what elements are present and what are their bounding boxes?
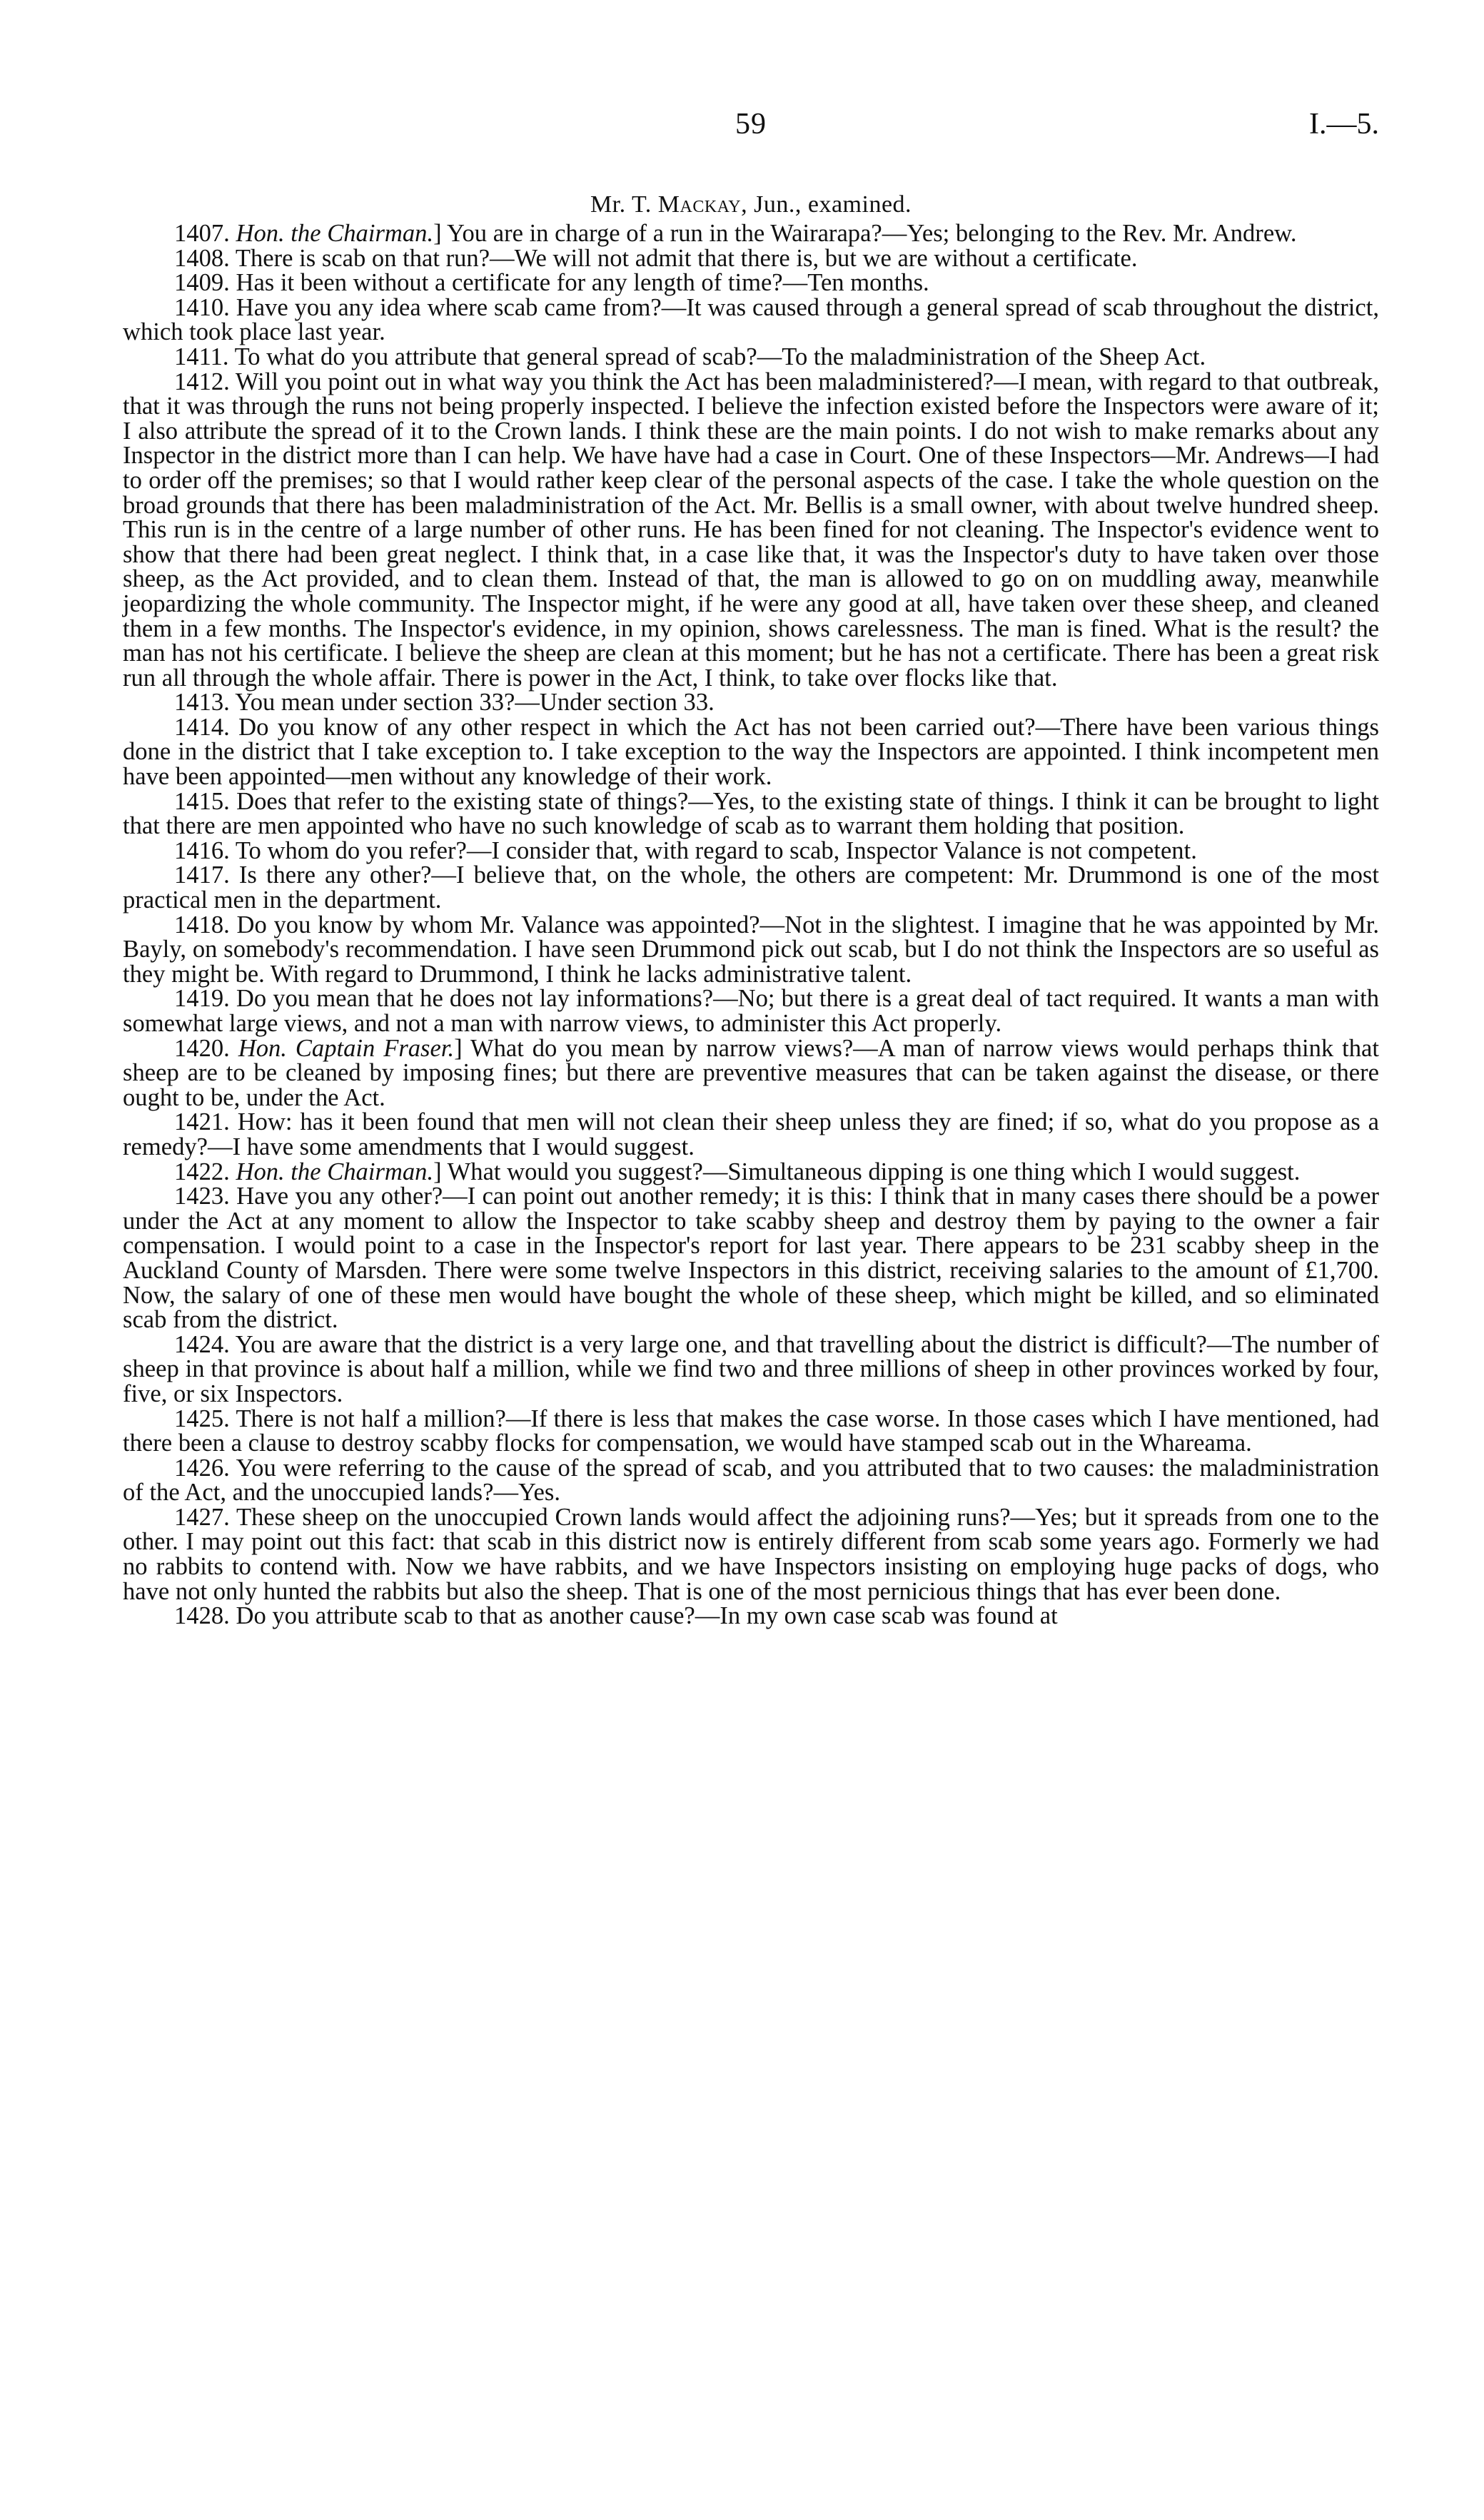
entry-speaker: Hon. Captain Fraser.	[238, 1034, 455, 1062]
entry-number: 1428.	[174, 1602, 230, 1630]
testimony-entry	[123, 1407, 1379, 1456]
testimony-entry	[123, 863, 1379, 912]
witness-surname: Mackay	[657, 191, 742, 218]
entry-number: 1419.	[174, 985, 230, 1013]
entry-text: There is not half a million?—If there is less that makes the case worse. In those cases which I have mentioned, had there been a clause to destroy scabby flocks for compensation, we would have stamped scab out in the Whareama.	[123, 1405, 1379, 1457]
testimony-entry	[123, 295, 1379, 345]
entry-text: ] What do you mean by narrow views?—A man of narrow views would perhaps think that sheep are to be cleaned by imposing fines; but there are preventive measures that can be taken against the disease, or there ought to be, under the Act.	[123, 1034, 1379, 1111]
entry-text: Do you mean that he does not lay informations?—No; but there is a great deal of tact required. It wants a man with somewhat large views, and not a man with narrow views, to administer this Act properly.	[123, 985, 1379, 1037]
entry-text: How: has it been found that men will not clean their sheep unless they are fined; if so, what do you propose as a remedy?—I have some amendments that I would suggest.	[123, 1108, 1379, 1160]
entry-text: Does that refer to the existing state of things?—Yes, to the existing state of things. I think it can be brought to light that there are men appointed who have no such knowledge of scab as to warrant them holding that position.	[123, 787, 1380, 840]
testimony-entry	[123, 1160, 1379, 1185]
entry-text: There is scab on that run?—We will not admit that there is, but we are without a certificate.	[235, 244, 1138, 272]
testimony-entry	[123, 270, 1379, 295]
entry-speaker: Hon. the Chairman.	[236, 220, 434, 247]
testimony-body	[123, 221, 1379, 1629]
witness-prefix: Mr. T.	[590, 191, 658, 218]
entry-number: 1409.	[174, 269, 230, 297]
entry-text: You were referring to the cause of the spread of scab, and you attributed that to two causes: the maladministration of the Act, and the unoccupied lands?—Yes.	[123, 1454, 1379, 1507]
entry-text: ] What would you suggest?—Simultaneous dipping is one thing which I would suggest.	[433, 1158, 1301, 1185]
entry-text: Is there any other?—I believe that, on the whole, the others are competent: Mr. Drummond is one of the most practical men in the department.	[123, 861, 1379, 914]
witness-heading	[123, 191, 1379, 218]
testimony-entry	[123, 1036, 1379, 1110]
testimony-entry	[123, 345, 1379, 370]
testimony-entry	[123, 370, 1379, 691]
page-number: 59	[735, 108, 767, 141]
entry-text: To whom do you refer?—I consider that, with regard to scab, Inspector Valance is not competent.	[235, 836, 1197, 864]
document-page	[123, 107, 1379, 1629]
page-header	[123, 107, 1379, 171]
testimony-entry	[123, 1505, 1379, 1604]
entry-text: These sheep on the unoccupied Crown lands would affect the adjoining runs?—Yes; but it spreads from one to the other. I may point out this fact: that scab in this district now is entirely different from scab some years ago. Formerly we had no rabbits to contend with. Now we have rabbits, and we have Inspectors insisting on employing huge packs of dogs, who have not only hunted the rabbits but also the sheep. That is one of the most pernicious things that has ever been done.	[123, 1503, 1379, 1605]
entry-number: 1421.	[174, 1108, 230, 1136]
entry-text: Will you point out in what way you think the Act has been maladministered?—I mean, with regard to that outbreak, that it was through the runs not being properly inspected. I believe the infection existed before the Inspectors were aware of it; I also attribute the spread of it to the Crown lands. I think these are the main points. I do not wish to make remarks about any Inspector in the district more than I can help. We have have had a case in Court. One of these Inspectors—Mr. Andrews—I had to order off the premises; so that I would rather keep clear of the personal aspects of the case. I take the whole question on the broad grounds that there has been maladministration of the Act. Mr. Bellis is a small owner, with about twelve hundred sheep. This run is in the centre of a large number of other runs. He has been fined for not cleaning. The Inspector's evidence went to show that there had been great neglect. I think that, in a case like that, it was the Inspector's duty to have taken over those sheep, as the Act provided, and to clean them. Instead of that, the man is allowed to go on on muddling away, meanwhile jeopardizing the whole community. The Inspector might, if he were any good at all, have taken over these sheep, and cleaned them in a few months. The Inspector's evidence, in my opinion, shows carelessness. The man is fined. What is the result? the man has not his certificate. I believe the sheep are clean at this moment; but he has not a certificate. There has been a great risk run all through the whole affair. There is power in the Act, I think, to take over flocks like that.	[123, 368, 1379, 692]
testimony-entry	[123, 1110, 1379, 1159]
entry-number: 1426.	[174, 1454, 230, 1482]
entry-number: 1411.	[174, 343, 229, 370]
entry-text: ] You are in charge of a run in the Wairarapa?—Yes; belonging to the Rev. Mr. Andrew.	[433, 220, 1297, 247]
testimony-entry	[123, 690, 1379, 715]
document-reference: I.—5.	[1309, 108, 1379, 141]
testimony-entry	[123, 246, 1379, 271]
testimony-entry	[123, 1604, 1379, 1629]
entry-text: Has it been without a certificate for any length of time?—Ten months.	[236, 269, 929, 297]
entry-number: 1407.	[174, 220, 230, 247]
entry-number: 1424.	[174, 1330, 230, 1358]
entry-number: 1416.	[174, 836, 230, 864]
testimony-entry	[123, 1184, 1379, 1332]
entry-number: 1427.	[174, 1503, 230, 1531]
entry-text: You mean under section 33?—Under section 33.	[235, 689, 715, 717]
entry-number: 1415.	[174, 787, 230, 815]
entry-text: Do you know by whom Mr. Valance was appointed?—Not in the slightest. I imagine that he was appointed by Mr. Bayly, on somebody's recommendation. I have seen Drummond pick out scab, but I do not think the Inspectors are so useful as they might be. With regard to Drummond, I think he lacks administrative talent.	[123, 911, 1379, 988]
testimony-entry	[123, 221, 1379, 246]
entry-text: You are aware that the district is a very large one, and that travelling about the district is difficult?—The number of sheep in that province is about half a million, while we find two and three millions of sheep in other provinces worked by four, five, or six Inspectors.	[123, 1330, 1379, 1407]
entry-number: 1410.	[174, 293, 230, 321]
entry-text: Have you any other?—I can point out another remedy; it is this: I think that in many cases there should be a power under the Act at any moment to allow the Inspector to take scabby sheep and destroy them by paying to the owner a fair compensation. I would point to a case in the Inspector's report for last year. There appears to be 231 scabby sheep in the Auckland County of Marsden. There were some twelve Inspectors in this district, receiving salaries to the amount of £1,700. Now, the salary of one of these men would have bought the whole of these sheep, which might be killed, and so eliminated scab from the district.	[123, 1183, 1379, 1334]
testimony-entry	[123, 1332, 1379, 1407]
entry-number: 1417.	[174, 861, 230, 889]
entry-number: 1420.	[174, 1034, 230, 1062]
testimony-entry	[123, 986, 1379, 1036]
testimony-entry	[123, 836, 1379, 864]
entry-number: 1425.	[174, 1405, 230, 1432]
entry-number: 1422.	[174, 1158, 230, 1185]
entry-number: 1413.	[174, 689, 230, 717]
entry-text: Have you any idea where scab came from?—It was caused through a general spread of scab throughout the district, which took place last year.	[123, 293, 1379, 346]
entry-text: To what do you attribute that general spread of scab?—To the maladministration of the Sheep Act.	[234, 343, 1206, 370]
witness-suffix: , Jun., examined.	[741, 191, 912, 218]
entry-text: Do you attribute scab to that as another cause?—In my own case scab was found at	[236, 1602, 1058, 1630]
testimony-entry	[123, 789, 1379, 839]
testimony-entry	[123, 1456, 1379, 1505]
entry-number: 1414.	[174, 713, 230, 741]
entry-number: 1418.	[174, 911, 230, 938]
entry-number: 1423.	[174, 1183, 230, 1210]
testimony-entry	[123, 715, 1379, 789]
entry-speaker: Hon. the Chairman.	[236, 1158, 434, 1185]
entry-text: Do you know of any other respect in which the Act has not been carried out?—There have been various things done in the district that I take exception to. I take exception to the way the Inspectors are appointed. I think incompetent men have been appointed—men without any knowledge of their work.	[123, 713, 1379, 791]
testimony-entry	[123, 913, 1379, 987]
entry-number: 1408.	[174, 244, 230, 272]
entry-number: 1412.	[174, 368, 230, 395]
